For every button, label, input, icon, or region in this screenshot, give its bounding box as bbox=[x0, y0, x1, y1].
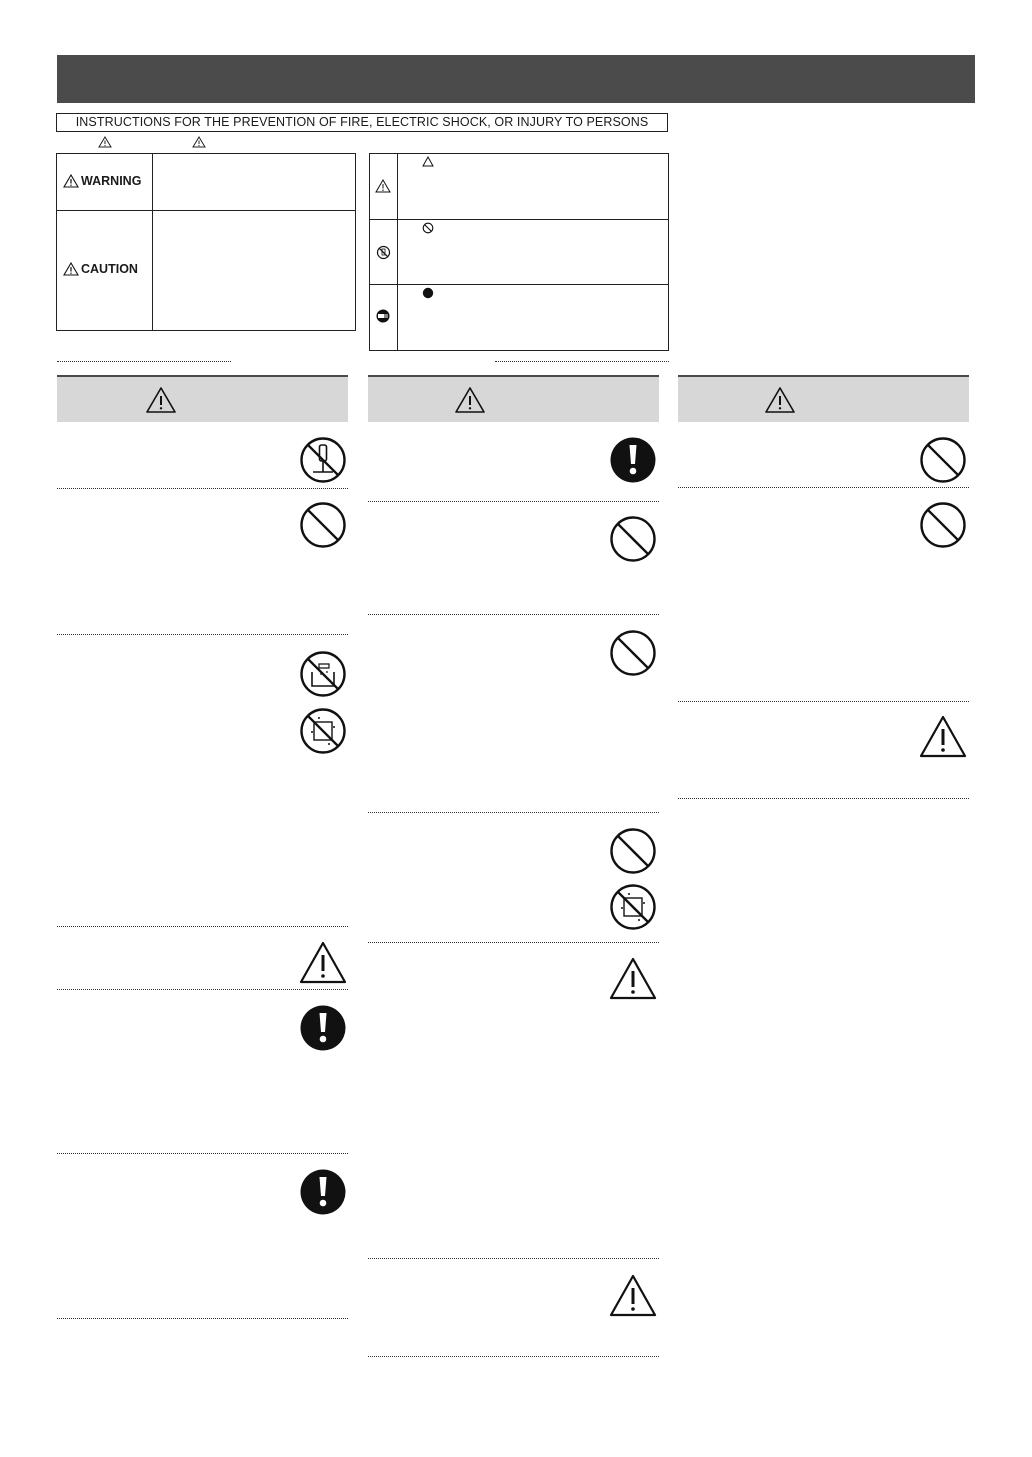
prohibited-icon bbox=[919, 436, 967, 484]
caution-signal bbox=[63, 262, 138, 276]
no-water-icon bbox=[299, 650, 347, 698]
mandatory-icon bbox=[609, 436, 657, 484]
warning-triangle-icon bbox=[608, 956, 658, 1002]
instructions-title: INSTRUCTIONS FOR THE PREVENTION OF FIRE, ELECTRIC SHOCK, OR INJURY TO PERSONS bbox=[56, 113, 668, 132]
prohibited-icon bbox=[609, 515, 657, 563]
mandatory-symbol-icon bbox=[422, 287, 434, 299]
warning-triangle-icon bbox=[98, 136, 112, 148]
column-header-3 bbox=[678, 375, 969, 422]
prohibited-icon bbox=[609, 827, 657, 875]
prohibited-icon bbox=[299, 501, 347, 549]
header-bar bbox=[57, 55, 975, 103]
warning-triangle-icon bbox=[454, 386, 486, 414]
mandatory-icon bbox=[299, 1168, 347, 1216]
signal-word-table bbox=[56, 153, 356, 331]
column-header-1 bbox=[57, 375, 348, 422]
warning-triangle-icon bbox=[192, 136, 206, 148]
mandatory-icon bbox=[299, 1004, 347, 1052]
symbol-legend-table bbox=[369, 153, 669, 351]
column-header-2 bbox=[368, 375, 659, 422]
warning-label: WARNING bbox=[81, 174, 142, 188]
no-disassemble-icon bbox=[299, 436, 347, 484]
warning-triangle-icon bbox=[375, 179, 391, 193]
prohibited-icon bbox=[919, 501, 967, 549]
triangle-symbol-icon bbox=[422, 156, 434, 167]
warning-triangle-icon bbox=[764, 386, 796, 414]
warning-triangle-icon bbox=[63, 174, 79, 188]
no-wet-hands-icon bbox=[609, 883, 657, 931]
warning-triangle-icon bbox=[298, 940, 348, 986]
unplug-icon bbox=[375, 309, 391, 323]
prohibited-icon bbox=[376, 245, 391, 260]
caution-label: CAUTION bbox=[81, 262, 138, 276]
warning-triangle-icon bbox=[63, 262, 79, 276]
warning-triangle-icon bbox=[918, 714, 968, 760]
warning-signal bbox=[63, 174, 141, 188]
warning-triangle-icon bbox=[145, 386, 177, 414]
no-wet-hands-icon bbox=[299, 707, 347, 755]
prohibited-icon bbox=[609, 629, 657, 677]
prohibited-symbol-icon bbox=[422, 222, 434, 234]
warning-triangle-icon bbox=[608, 1273, 658, 1319]
